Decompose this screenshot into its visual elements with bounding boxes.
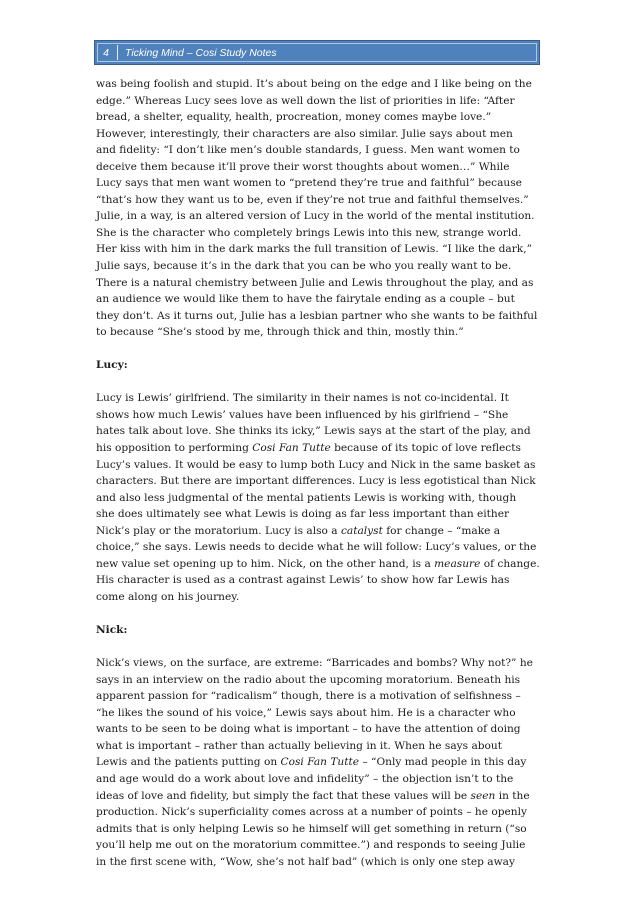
paragraph-gap — [96, 374, 548, 391]
text-run: admits that is only helping Lewis so he himself will get something in return (“so — [96, 822, 527, 835]
text-run: says in an interview on the radio about the upcoming moratorium. Beneath his — [96, 673, 521, 686]
text-run: edge.” Whereas Lucy sees love as well down the list of priorities in life: “After — [96, 94, 515, 107]
text-line — [96, 423, 548, 440]
text-run: characters. But there are important differences. Lucy is less egotistical than Nick — [96, 475, 536, 488]
header-divider — [117, 45, 118, 60]
text-run: Lucy’s values. It would be easy to lump both Lucy and Nick in the same basket as — [96, 458, 536, 471]
text-run: Lucy says that men want women to “pretend they’re true and faithful” because — [96, 177, 522, 190]
text-run: production. Nick’s superficiality comes across at a number of points – he openly — [96, 806, 527, 819]
text-line — [96, 523, 548, 540]
page-header — [94, 40, 540, 65]
text-run: His character is used as a contrast against Lewis’ to show how far Lewis has — [96, 574, 510, 587]
text-line — [96, 142, 548, 159]
text-line — [96, 76, 548, 93]
text-run: of change. — [480, 557, 540, 570]
text-run: Nick: — [96, 624, 128, 637]
text-line — [96, 539, 548, 556]
text-run: choice,” she says. Lewis needs to decide what he will follow: Lucy’s values, or the — [96, 541, 537, 554]
text-line — [96, 192, 548, 209]
text-run: and also less judgmental of the mental patients Lewis is working with, though — [96, 491, 517, 504]
text-run: they don’t. As it turns out, Julie has a lesbian partner who she wants to be faithful — [96, 309, 538, 322]
text-run: for change – “make a — [382, 524, 501, 537]
text-line — [96, 473, 548, 490]
text-line — [96, 159, 548, 176]
italic-run: Cosi Fan Tutte — [280, 756, 360, 769]
text-line — [96, 556, 548, 573]
text-run: Julie says, because it’s in the dark that you can be who you really want to be. — [96, 260, 512, 273]
text-line — [96, 308, 548, 325]
text-run: wants to be seen to be doing what is important – to have the attention of doing — [96, 723, 521, 736]
text-run: There is a natural chemistry between Julie and Lewis throughout the play, and as — [96, 276, 534, 289]
header-title: Ticking Mind – Cosi Study Notes — [125, 46, 277, 59]
text-line — [96, 258, 548, 275]
text-line — [96, 655, 548, 672]
paragraph-gap — [96, 639, 548, 656]
paragraph-gap — [96, 341, 548, 358]
paragraph-gap — [96, 606, 548, 623]
text-run: to because “She’s stood by me, through thick and thin, mostly thin.” — [96, 326, 464, 339]
text-line — [96, 721, 548, 738]
text-run: was being foolish and stupid. It’s about being on the edge and I like being on the — [96, 78, 532, 90]
text-line — [96, 837, 548, 854]
text-line — [96, 407, 548, 424]
text-run: because of its topic of love reflects — [330, 442, 521, 455]
text-run: in the — [495, 789, 530, 802]
text-run: his opposition to performing — [96, 442, 253, 455]
text-line — [96, 93, 548, 110]
italic-run: measure — [434, 557, 481, 570]
text-run: “he likes the sound of his voice,” Lewis says about him. He is a character who — [96, 706, 516, 719]
text-line — [96, 788, 548, 805]
text-run: come along on his journey. — [96, 590, 240, 603]
text-run: – “Only mad people in this day — [359, 756, 527, 769]
text-run: Nick’s views, on the surface, are extreme: “Barricades and bombs? Why not?” he — [96, 657, 533, 670]
text-line — [96, 457, 548, 474]
text-line — [96, 490, 548, 507]
text-line — [96, 208, 548, 225]
text-run: “that’s how they want us to be, even if they’re not true and faithful themselves.” — [96, 193, 529, 206]
text-run: she does ultimately see what Lewis is doing as far less important than either — [96, 508, 510, 521]
text-line — [96, 225, 548, 242]
text-line — [96, 126, 548, 143]
text-run: Lucy is Lewis’ girlfriend. The similarity in their names is not co-incidental. It — [96, 392, 509, 405]
text-line — [96, 738, 548, 755]
text-run: Nick’s play or the moratorium. Lucy is also a — [96, 524, 341, 537]
text-run: you’ll help me out on the moratorium committee.”) and responds to seeing Julie — [96, 839, 526, 852]
text-run: and age would do a work about love and infidelity” – the objection isn’t to the — [96, 772, 514, 785]
text-line — [96, 175, 548, 192]
text-line — [96, 804, 548, 821]
text-run: an audience we would like them to have the fairytale ending as a couple – but — [96, 293, 515, 306]
text-line — [96, 589, 548, 606]
text-run: Lewis and the patients putting on — [96, 756, 281, 769]
text-run: what is important – rather than actually believing in it. When he says about — [96, 739, 503, 752]
text-line — [96, 572, 548, 589]
text-line — [96, 291, 548, 308]
text-run: bread, a shelter, equality, health, procreation, money comes maybe love.” — [96, 111, 492, 124]
text-run: and fidelity: “I don’t like men’s double standards, I guess. Men want women to — [96, 144, 520, 157]
text-run: apparent passion for “radicalism” though, there is a motivation of selfishness – — [96, 690, 521, 703]
text-line — [96, 672, 548, 689]
text-run: ideas of love and fidelity, but simply the fact that these values will be — [96, 789, 471, 802]
text-run: Julie, in a way, is an altered version of Lucy in the world of the mental institution. — [96, 210, 535, 223]
text-run: Her kiss with him in the dark marks the full transition of Lewis. “I like the dark,” — [96, 243, 532, 256]
italic-run: seen — [470, 789, 496, 802]
text-run: deceive them because it’ll prove their worst thoughts about women…” While — [96, 160, 510, 173]
text-line — [96, 390, 548, 407]
text-line — [96, 440, 548, 457]
text-line — [96, 854, 548, 871]
text-line — [96, 275, 548, 292]
italic-run: catalyst — [340, 524, 383, 537]
section-heading — [96, 357, 548, 374]
text-line — [96, 754, 548, 771]
text-run: in the first scene with, “Wow, she’s not half bad” (which is only one step away — [96, 855, 515, 868]
text-line — [96, 705, 548, 722]
text-line — [96, 324, 548, 341]
text-line — [96, 241, 548, 258]
text-run: new value set opening up to him. Nick, on the other hand, is a — [96, 557, 435, 570]
body-text — [96, 76, 548, 870]
text-line — [96, 821, 548, 838]
text-run: hates talk about love. She thinks its icky,” Lewis says at the start of the play, and — [96, 425, 531, 438]
text-line — [96, 506, 548, 523]
section-heading — [96, 622, 548, 639]
text-line — [96, 771, 548, 788]
text-line — [96, 688, 548, 705]
text-run: She is the character who completely brings Lewis into this new, strange world. — [96, 226, 522, 239]
text-run: Lucy: — [96, 359, 128, 372]
page-number: 4 — [103, 46, 109, 59]
italic-run: Cosi Fan Tutte — [252, 442, 331, 455]
text-line — [96, 109, 548, 126]
text-run: However, interestingly, their characters are also similar. Julie says about men — [96, 127, 513, 140]
text-run: shows how much Lewis’ values have been influenced by his girlfriend – “She — [96, 408, 509, 421]
